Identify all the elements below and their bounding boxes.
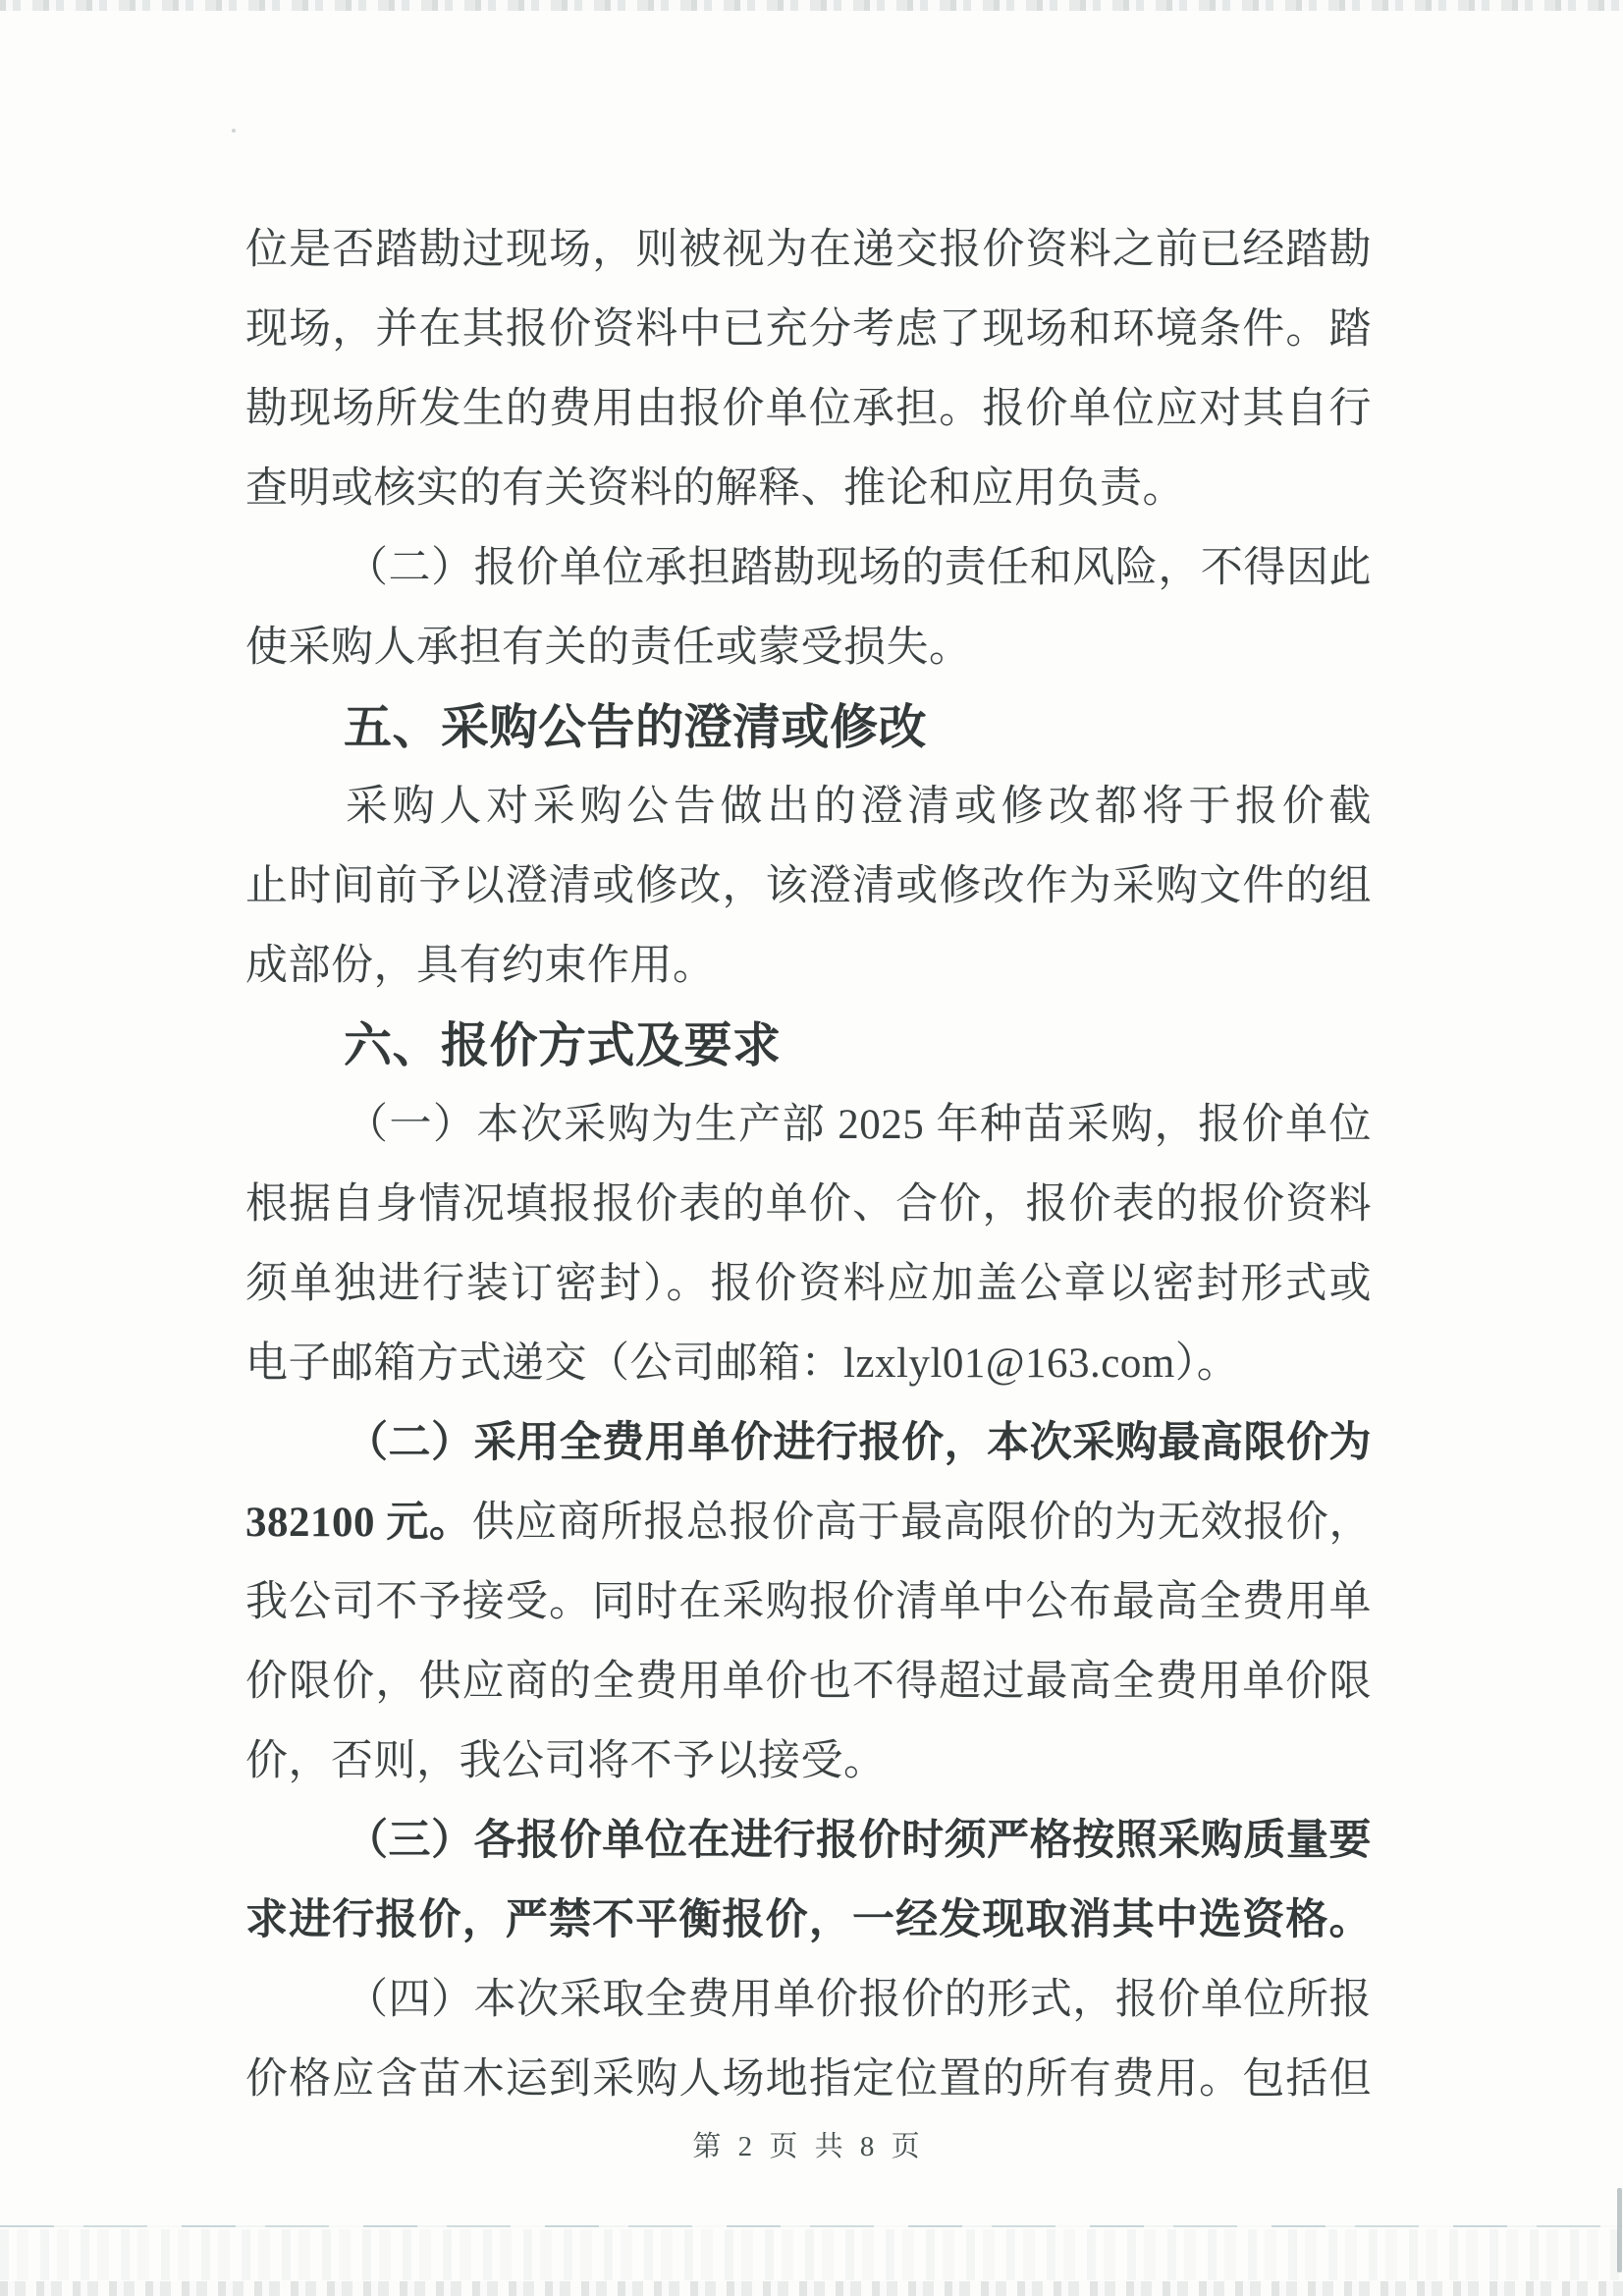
- body-line: 须单独进行装订密封）。报价资料应加盖公章以密封形式或: [245, 1261, 1372, 1307]
- body-line: 使采购人承担有关的责任或蒙受损失。: [245, 625, 972, 671]
- body-line: 我公司不予接受。同时在采购报价清单中公布最高全费用单: [245, 1579, 1372, 1625]
- max-price-value: 382100 元。: [245, 1500, 472, 1546]
- scan-artifact-top-edge: [0, 0, 1623, 11]
- section-heading-5: 五、采购公告的澄清或修改: [344, 700, 928, 754]
- page-number-footer: 第 2 页 共 8 页: [692, 2131, 925, 2162]
- body-line: （二）采用全费用单价进行报价，本次采购最高限价为: [346, 1420, 1372, 1466]
- scan-artifact-bottom-edge: [0, 2281, 1623, 2296]
- document-body: [245, 210, 1372, 2119]
- body-line: （三）各报价单位在进行报价时须严格按照采购质量要: [346, 1818, 1372, 1864]
- body-line: 止时间前予以澄清或修改，该澄清或修改作为采购文件的组: [245, 863, 1372, 909]
- scan-artifact-bottom-smudge: [0, 2229, 1623, 2280]
- body-line: 采购人对采购公告做出的澄清或修改都将于报价截: [346, 784, 1372, 830]
- body-line: 成部份，具有约束作用。: [245, 943, 716, 989]
- body-line: （二）报价单位承担踏勘现场的责任和风险，不得因此: [346, 545, 1372, 591]
- section-heading-6: 六、报价方式及要求: [344, 1018, 782, 1072]
- scan-artifact-bottom-rule: [0, 2225, 1623, 2227]
- body-line: 价限价，供应商的全费用单价也不得超过最高全费用单价限: [245, 1659, 1372, 1705]
- body-line-text: 供应商所报总报价高于最高限价的为无效报价，: [471, 1500, 1373, 1546]
- body-line: （一）本次采购为生产部 2025 年种苗采购，报价单位: [346, 1102, 1372, 1148]
- scan-artifact-dot: [232, 129, 236, 133]
- scan-artifact-right-mark: [1617, 2188, 1622, 2272]
- body-line: 价格应含苗木运到采购人场地指定位置的所有费用。包括但: [245, 2056, 1372, 2103]
- body-line: 根据自身情况填报报价表的单价、合价，报价表的报价资料: [245, 1181, 1372, 1228]
- body-line: 勘现场所发生的费用由报价单位承担。报价单位应对其自行: [245, 386, 1372, 432]
- body-line: 现场，并在其报价资料中已充分考虑了现场和环境条件。踏: [245, 306, 1372, 353]
- body-line-price: [245, 1483, 1372, 1562]
- body-line: 位是否踏勘过现场，则被视为在递交报价资料之前已经踏勘: [245, 227, 1372, 273]
- body-line: 价，否则，我公司将不予以接受。: [245, 1738, 887, 1784]
- body-line: （四）本次采取全费用单价报价的形式，报价单位所报: [346, 1977, 1372, 2023]
- body-line: 求进行报价，严禁不平衡报价，一经发现取消其中选资格。: [245, 1897, 1372, 1943]
- body-line-email: 电子邮箱方式递交（公司邮箱：lzxlyl01@163.com）。: [245, 1340, 1240, 1387]
- body-line: 查明或核实的有关资料的解释、推论和应用负责。: [245, 465, 1185, 512]
